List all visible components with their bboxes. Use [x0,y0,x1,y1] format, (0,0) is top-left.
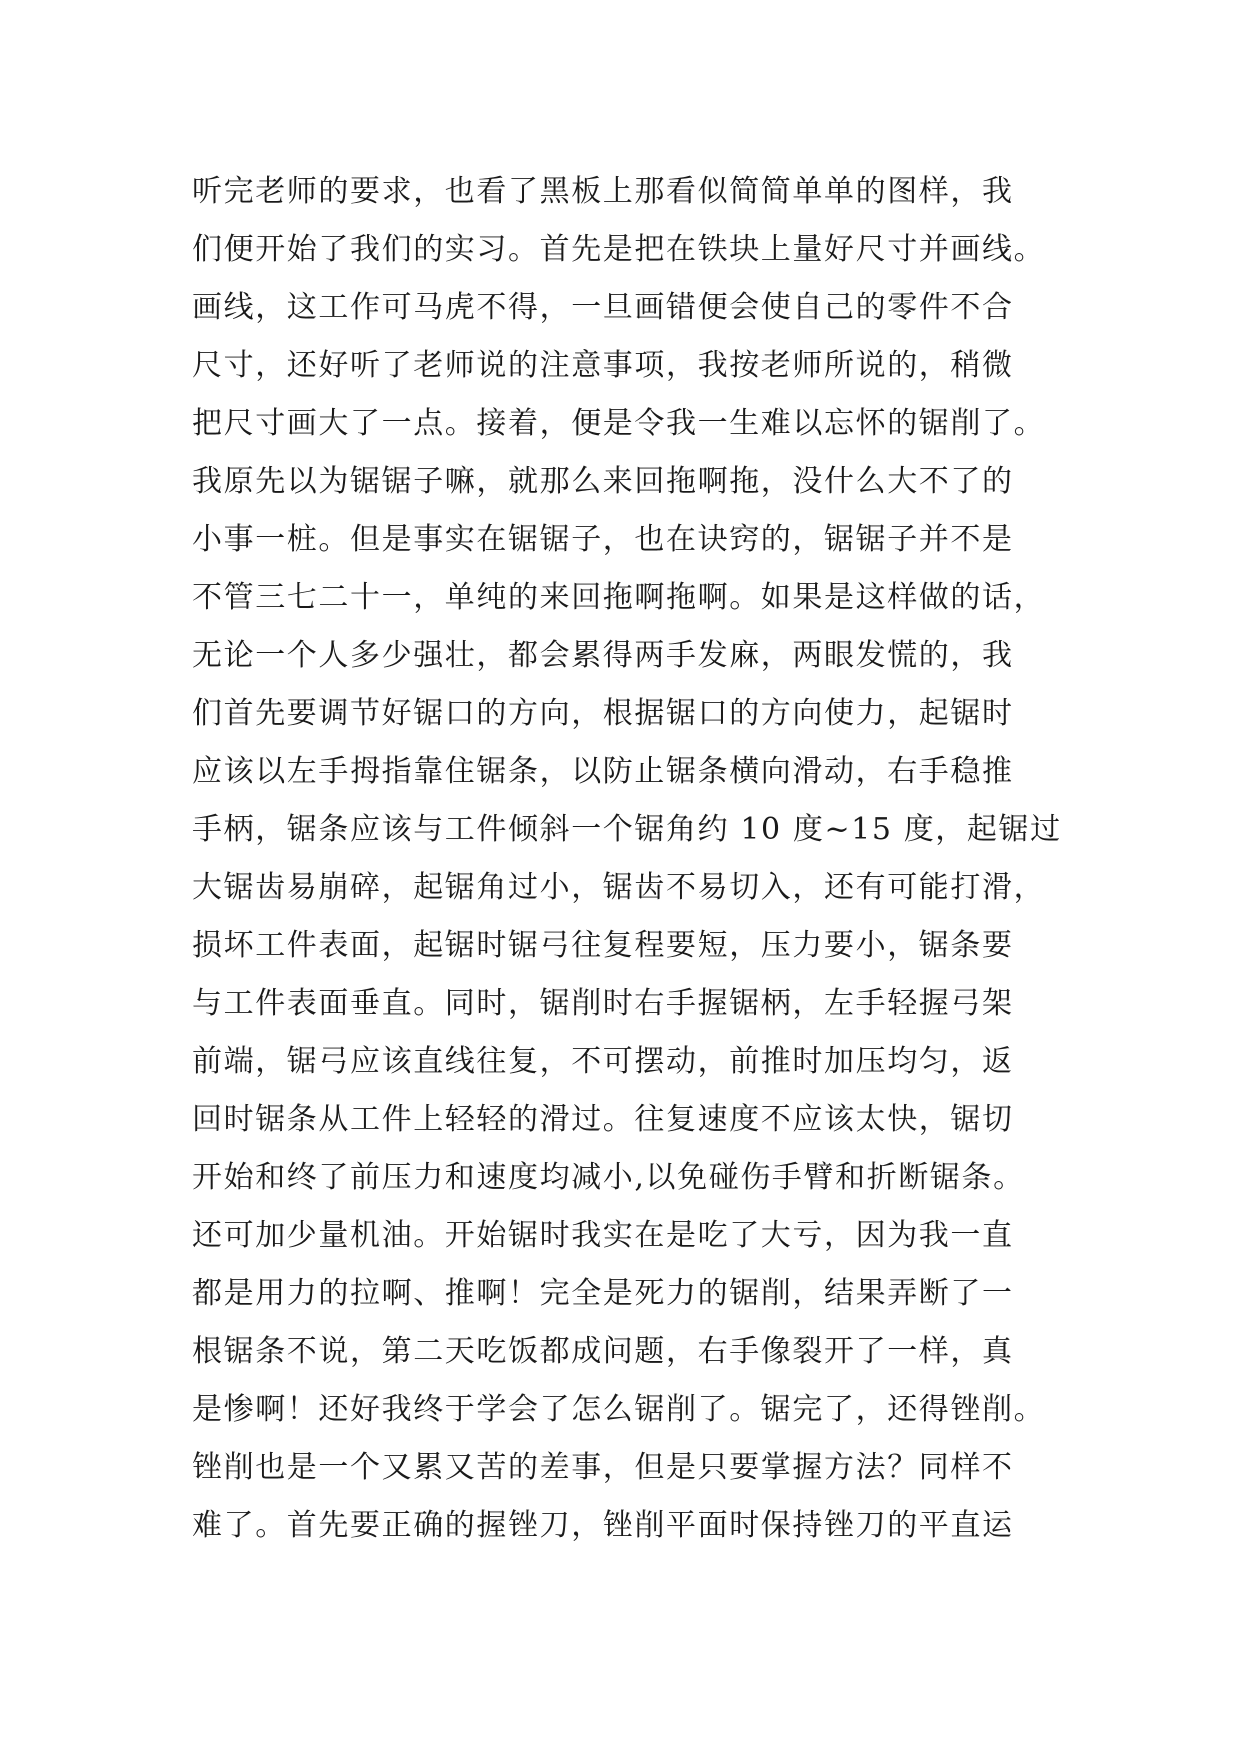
text-line: 小事一桩。但是事实在锯锯子，也在诀窍的，锯锯子并不是 [192,522,1014,557]
text-line: 把尺寸画大了一点。接着，便是令我一生难以忘怀的锯削了。 [192,406,1046,441]
text-line: 画线，这工作可马虎不得，一旦画错便会使自己的零件不合 [192,290,1014,325]
text-line: 锉削也是一个又累又苦的差事，但是只要掌握方法？同样不 [192,1450,1014,1485]
text-line: 们首先要调节好锯口的方向，根据锯口的方向使力，起锯时 [192,696,1014,731]
text-line: 应该以左手拇指靠住锯条，以防止锯条横向滑动，右手稳推 [192,754,1014,789]
text-line: 损坏工件表面，起锯时锯弓往复程要短，压力要小，锯条要 [192,928,1014,963]
text-line: 开始和终了前压力和速度均减小,以免碰伤手臂和折断锯条。 [192,1160,1025,1195]
text-line: 前端，锯弓应该直线往复，不可摆动，前推时加压均匀，返 [192,1044,1014,1079]
text-line: 都是用力的拉啊、推啊！完全是死力的锯削，结果弄断了一 [192,1276,1014,1311]
text-line: 无论一个人多少强壮，都会累得两手发麻，两眼发慌的，我 [192,638,1014,673]
text-line: 大锯齿易崩碎，起锯角过小，锯齿不易切入，还有可能打滑， [192,870,1046,905]
text-line: 们便开始了我们的实习。首先是把在铁块上量好尺寸并画线。 [192,232,1046,267]
text-line: 不管三七二十一，单纯的来回拖啊拖啊。如果是这样做的话， [192,580,1046,615]
body-text [192,163,1092,1555]
text-line: 难了。首先要正确的握锉刀，锉削平面时保持锉刀的平直运 [192,1508,1014,1543]
text-line: 根锯条不说，第二天吃饭都成问题，右手像裂开了一样，真 [192,1334,1014,1369]
text-line: 尺寸，还好听了老师说的注意事项，我按老师所说的，稍微 [192,348,1014,383]
text-line: 听完老师的要求，也看了黑板上那看似简简单单的图样，我 [192,174,1014,209]
text-line: 是惨啊！还好我终于学会了怎么锯削了。锯完了，还得锉削。 [192,1392,1046,1427]
text-line: 与工件表面垂直。同时，锯削时右手握锯柄，左手轻握弓架 [192,986,1014,1021]
text-line: 还可加少量机油。开始锯时我实在是吃了大亏，因为我一直 [192,1218,1014,1253]
text-line: 回时锯条从工件上轻轻的滑过。往复速度不应该太快，锯切 [192,1102,1014,1137]
text-line: 我原先以为锯锯子嘛，就那么来回拖啊拖，没什么大不了的 [192,464,1014,499]
text-line: 手柄，锯条应该与工件倾斜一个锯角约 10 度~15 度，起锯过 [192,812,1062,847]
